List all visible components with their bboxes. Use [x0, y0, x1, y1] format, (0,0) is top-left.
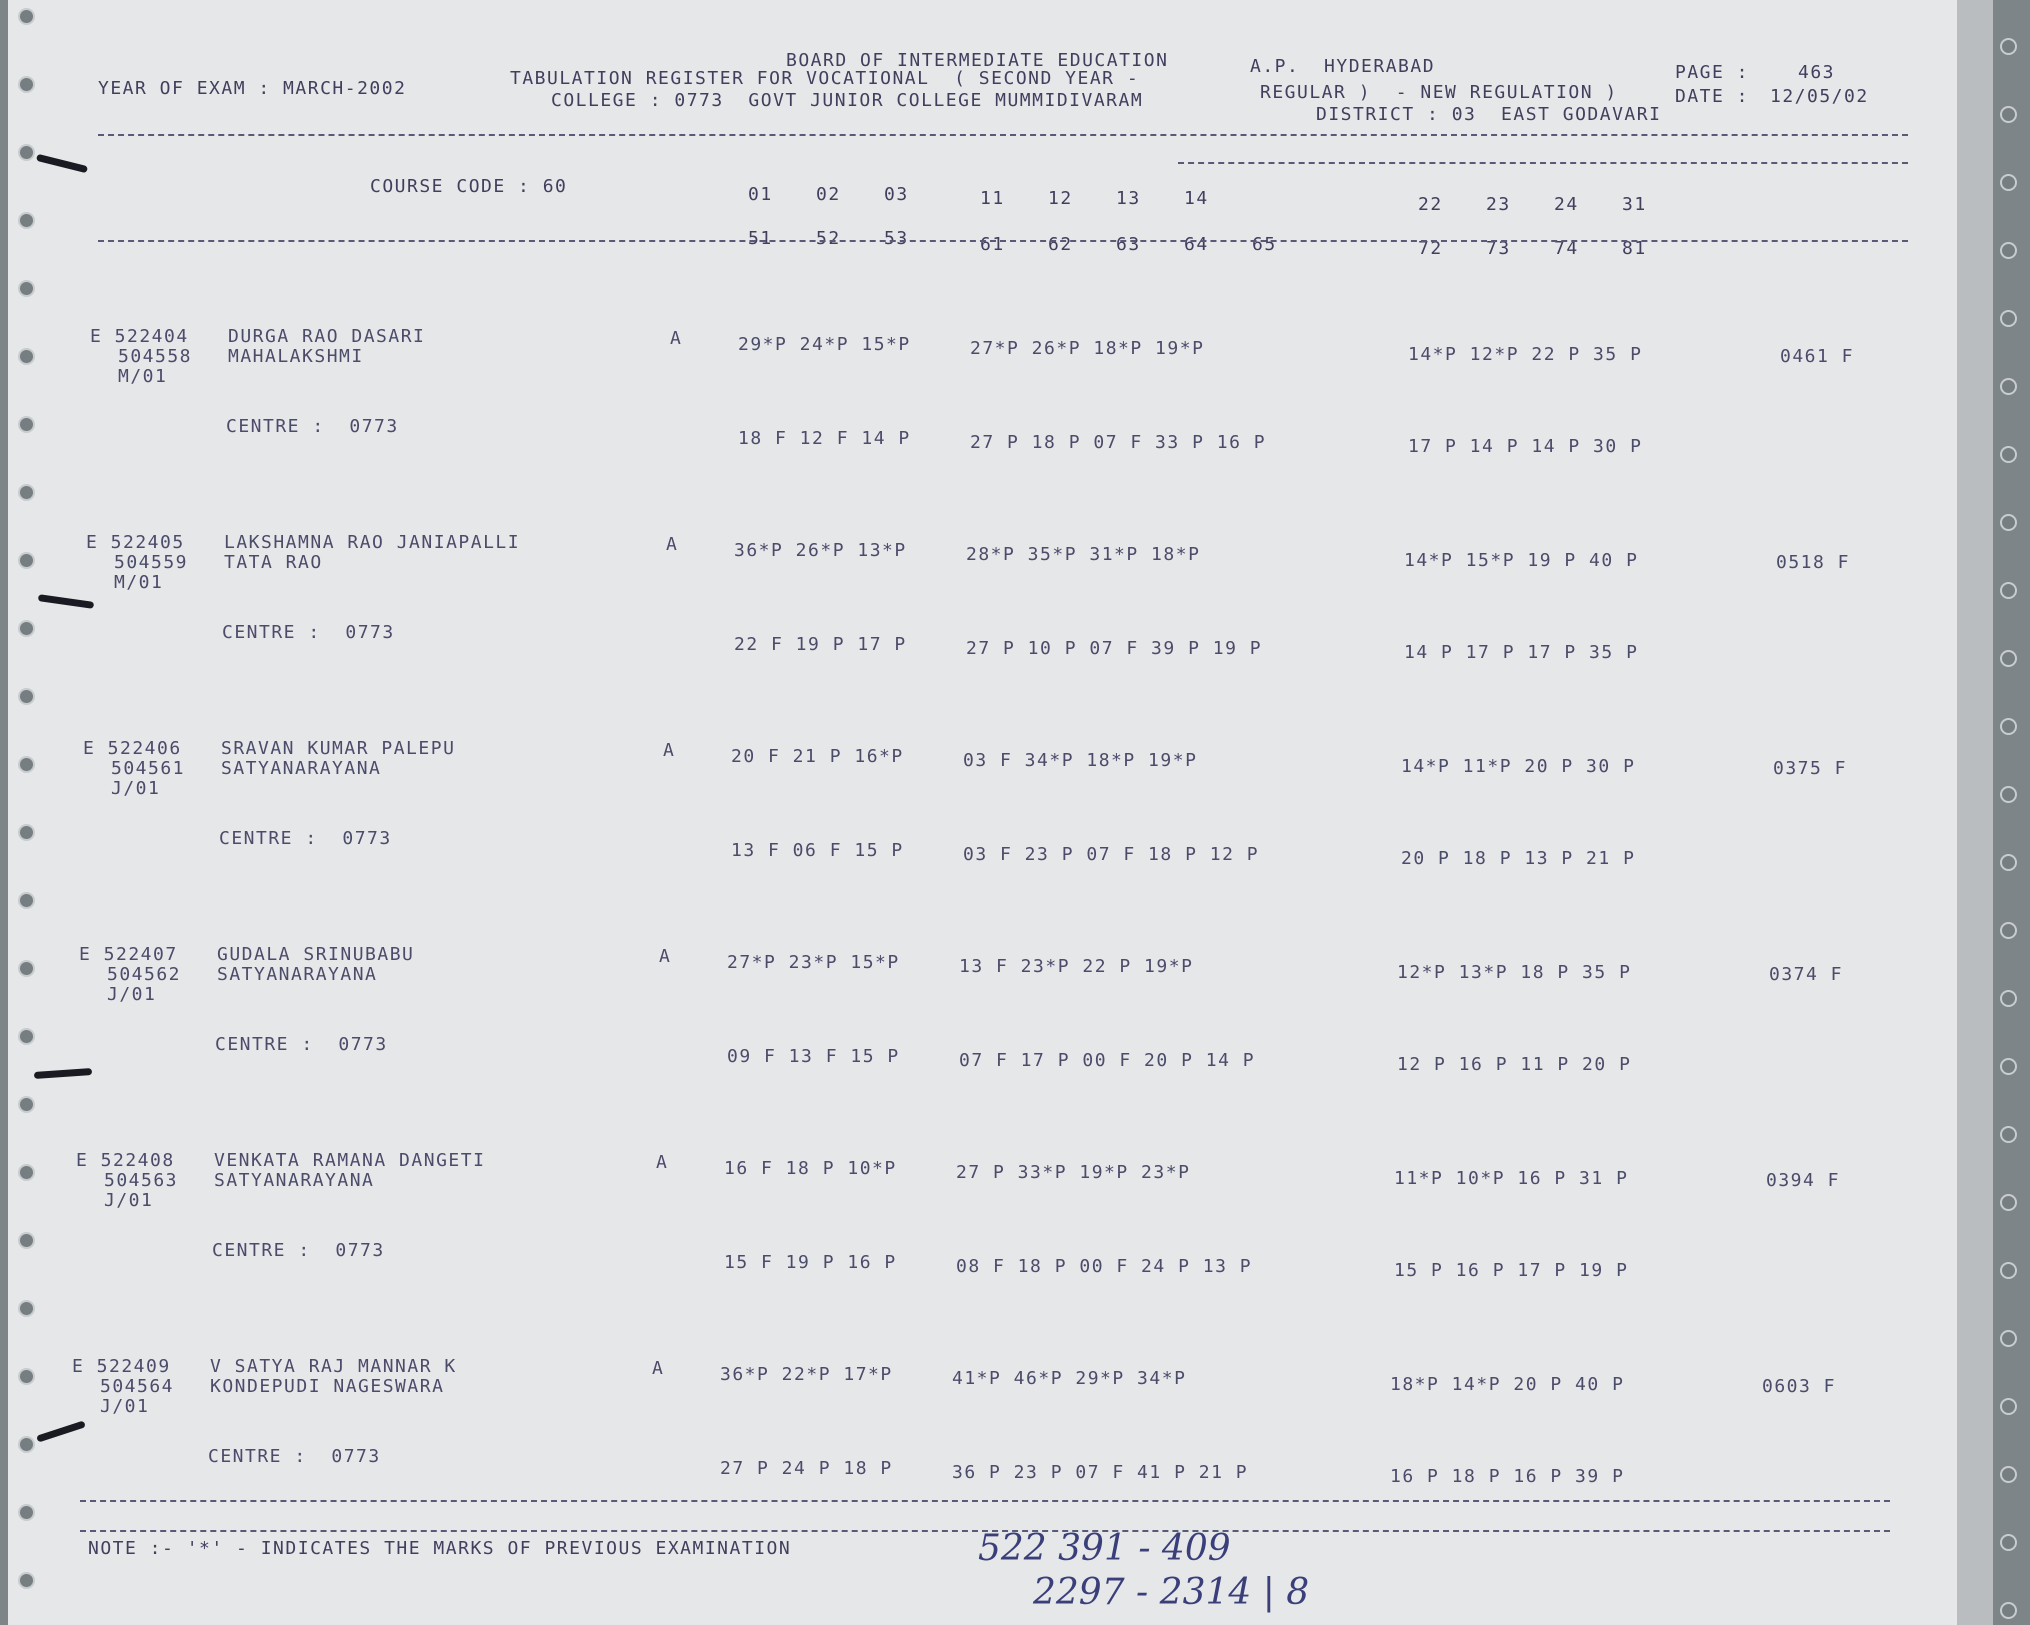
marks-row1-group1: 36*P 26*P 13*P	[734, 540, 907, 561]
feed-hole	[18, 960, 35, 977]
column-code: 01	[748, 184, 773, 205]
feed-hole	[2000, 514, 2017, 531]
column-code: 13	[1116, 188, 1141, 209]
feed-hole	[18, 892, 35, 909]
feed-hole	[2000, 378, 2017, 395]
feed-hole	[2000, 1466, 2017, 1483]
centre: CENTRE : 0773	[222, 622, 395, 643]
column-code: 63	[1116, 234, 1141, 255]
date-label: DATE :	[1675, 86, 1750, 107]
marks-row2-group2: 03 F 23 P 07 F 18 P 12 P	[963, 844, 1260, 865]
marks-row1-group2: 28*P 35*P 31*P 18*P	[966, 544, 1201, 565]
column-code: 62	[1048, 234, 1073, 255]
marks-row2-group1: 13 F 06 F 15 P	[731, 840, 904, 861]
feed-hole	[18, 8, 35, 25]
feed-hole	[18, 1232, 35, 1249]
feed-hole	[18, 1368, 35, 1385]
column-code: 74	[1554, 238, 1579, 259]
column-code: 02	[816, 184, 841, 205]
marks-row2-group1: 22 F 19 P 17 P	[734, 634, 907, 655]
page-number: 463	[1798, 62, 1836, 83]
feed-hole	[2000, 650, 2017, 667]
feed-hole	[2000, 310, 2017, 327]
footnote: NOTE :- '*' - INDICATES THE MARKS OF PREVIOUS EXAMINATION	[88, 1538, 792, 1559]
feed-hole	[18, 824, 35, 841]
feed-hole	[18, 620, 35, 637]
marks-row2-group1: 09 F 13 F 15 P	[727, 1046, 900, 1067]
feed-hole	[2000, 1262, 2017, 1279]
class-code: J/01	[107, 984, 157, 1005]
total-result: 0518 F	[1776, 552, 1851, 573]
district-line: DISTRICT : 03 EAST GODAVARI	[1316, 104, 1662, 125]
student-name: SRAVAN KUMAR PALEPU	[221, 738, 456, 759]
handwritten-range-2: 2297 - 2314 | 8	[1033, 1572, 1310, 1613]
roll-number: 504558	[118, 346, 193, 367]
feed-hole	[2000, 582, 2017, 599]
class-code: J/01	[104, 1190, 154, 1211]
marks-row1-group3: 14*P 11*P 20 P 30 P	[1401, 756, 1636, 777]
marks-row2-group2: 08 F 18 P 00 F 24 P 13 P	[956, 1256, 1253, 1277]
feed-hole	[18, 1504, 35, 1521]
marks-row2-group3: 15 P 16 P 17 P 19 P	[1394, 1260, 1629, 1281]
feed-hole	[18, 552, 35, 569]
centre: CENTRE : 0773	[208, 1446, 381, 1467]
student-name: LAKSHAMNA RAO JANIAPALLI	[224, 532, 521, 553]
feed-hole	[18, 280, 35, 297]
reg-number: E 522406	[83, 738, 182, 759]
header-rule	[98, 134, 1908, 136]
column-code: 14	[1184, 188, 1209, 209]
feed-hole	[2000, 786, 2017, 803]
column-code: 61	[980, 234, 1005, 255]
board-title: BOARD OF INTERMEDIATE EDUCATION	[786, 50, 1169, 71]
total-result: 0375 F	[1773, 758, 1848, 779]
tractor-feed-margin	[1957, 0, 1993, 1625]
feed-hole	[2000, 718, 2017, 735]
pen-mark	[38, 594, 94, 609]
marks-row1-group1: 20 F 21 P 16*P	[731, 746, 904, 767]
centre: CENTRE : 0773	[219, 828, 392, 849]
parent-name: SATYANARAYANA	[217, 964, 378, 985]
marks-row2-group2: 36 P 23 P 07 F 41 P 21 P	[952, 1462, 1249, 1483]
grade: A	[652, 1358, 665, 1379]
roll-number: 504561	[111, 758, 186, 779]
column-header-rule	[98, 240, 1908, 242]
column-code: 23	[1486, 194, 1511, 215]
pen-mark	[34, 1068, 92, 1079]
marks-row2-group3: 20 P 18 P 13 P 21 P	[1401, 848, 1636, 869]
feed-hole	[18, 756, 35, 773]
feed-hole	[2000, 1330, 2017, 1347]
column-code: 72	[1418, 238, 1443, 259]
college-line: COLLEGE : 0773 GOVT JUNIOR COLLEGE MUMMIDIVARAM	[551, 90, 1144, 111]
feed-hole	[18, 484, 35, 501]
tabulation-sheet	[8, 0, 1993, 1625]
feed-hole	[18, 416, 35, 433]
student-name: DURGA RAO DASARI	[228, 326, 426, 347]
column-code: 03	[884, 184, 909, 205]
reg-number: E 522407	[79, 944, 178, 965]
marks-row1-group1: 29*P 24*P 15*P	[738, 334, 911, 355]
marks-row2-group2: 07 F 17 P 00 F 20 P 14 P	[959, 1050, 1256, 1071]
class-code: M/01	[114, 572, 164, 593]
feed-hole	[2000, 1194, 2017, 1211]
centre: CENTRE : 0773	[215, 1034, 388, 1055]
centre: CENTRE : 0773	[212, 1240, 385, 1261]
marks-row2-group3: 12 P 16 P 11 P 20 P	[1397, 1054, 1632, 1075]
pen-mark	[36, 154, 88, 173]
reg-number: E 522409	[72, 1356, 171, 1377]
feed-hole	[18, 1028, 35, 1045]
feed-hole	[18, 212, 35, 229]
feed-hole	[2000, 446, 2017, 463]
feed-hole	[2000, 106, 2017, 123]
marks-row2-group3: 17 P 14 P 14 P 30 P	[1408, 436, 1643, 457]
feed-hole	[18, 1096, 35, 1113]
total-result: 0603 F	[1762, 1376, 1837, 1397]
marks-row1-group3: 14*P 15*P 19 P 40 P	[1404, 550, 1639, 571]
register-title: TABULATION REGISTER FOR VOCATIONAL ( SECOND YEAR -	[510, 68, 1140, 89]
column-code: 24	[1554, 194, 1579, 215]
parent-name: MAHALAKSHMI	[228, 346, 364, 367]
feed-hole	[18, 1164, 35, 1181]
column-code: 81	[1622, 238, 1647, 259]
roll-number: 504562	[107, 964, 182, 985]
marks-row2-group1: 15 F 19 P 16 P	[724, 1252, 897, 1273]
feed-hole	[2000, 1398, 2017, 1415]
marks-row1-group3: 14*P 12*P 22 P 35 P	[1408, 344, 1643, 365]
student-name: VENKATA RAMANA DANGETI	[214, 1150, 486, 1171]
feed-hole	[2000, 38, 2017, 55]
reg-number: E 522405	[86, 532, 185, 553]
marks-row1-group2: 41*P 46*P 29*P 34*P	[952, 1368, 1187, 1389]
feed-hole	[2000, 922, 2017, 939]
parent-name: SATYANARAYANA	[214, 1170, 375, 1191]
class-code: J/01	[111, 778, 161, 799]
grade: A	[656, 1152, 669, 1173]
column-code: 52	[816, 228, 841, 249]
marks-row1-group2: 03 F 34*P 18*P 19*P	[963, 750, 1198, 771]
grade: A	[666, 534, 679, 555]
centre: CENTRE : 0773	[226, 416, 399, 437]
feed-hole	[2000, 1126, 2017, 1143]
roll-number: 504563	[104, 1170, 179, 1191]
feed-hole	[18, 1300, 35, 1317]
grade: A	[659, 946, 672, 967]
column-code: 11	[980, 188, 1005, 209]
feed-hole	[2000, 174, 2017, 191]
feed-hole	[18, 76, 35, 93]
marks-row2-group1: 27 P 24 P 18 P	[720, 1458, 893, 1479]
feed-hole	[2000, 990, 2017, 1007]
column-code: 65	[1252, 234, 1277, 255]
marks-row1-group2: 27*P 26*P 18*P 19*P	[970, 338, 1205, 359]
class-code: M/01	[118, 366, 168, 387]
marks-row2-group3: 14 P 17 P 17 P 35 P	[1404, 642, 1639, 663]
feed-hole	[2000, 1058, 2017, 1075]
feed-hole	[2000, 1534, 2017, 1551]
marks-row2-group3: 16 P 18 P 16 P 39 P	[1390, 1466, 1625, 1487]
student-name: GUDALA SRINUBABU	[217, 944, 415, 965]
feed-hole	[18, 1572, 35, 1589]
total-result: 0461 F	[1780, 346, 1855, 367]
marks-row2-group2: 27 P 10 P 07 F 39 P 19 P	[966, 638, 1263, 659]
roll-number: 504564	[100, 1376, 175, 1397]
reg-number: E 522408	[76, 1150, 175, 1171]
marks-row1-group1: 36*P 22*P 17*P	[720, 1364, 893, 1385]
footer-rule	[80, 1500, 1890, 1502]
roll-number: 504559	[114, 552, 189, 573]
marks-row1-group1: 16 F 18 P 10*P	[724, 1158, 897, 1179]
feed-hole	[18, 144, 35, 161]
feed-hole	[2000, 242, 2017, 259]
class-code: J/01	[100, 1396, 150, 1417]
feed-hole	[18, 348, 35, 365]
marks-row2-group2: 27 P 18 P 07 F 33 P 16 P	[970, 432, 1267, 453]
parent-name: TATA RAO	[224, 552, 323, 573]
date-value: 12/05/02	[1770, 86, 1869, 107]
total-result: 0374 F	[1769, 964, 1844, 985]
marks-row1-group3: 12*P 13*P 18 P 35 P	[1397, 962, 1632, 983]
feed-hole	[18, 688, 35, 705]
column-code: 22	[1418, 194, 1443, 215]
marks-row1-group2: 13 F 23*P 22 P 19*P	[959, 956, 1194, 977]
grade: A	[663, 740, 676, 761]
year-of-exam: YEAR OF EXAM : MARCH-2002	[98, 78, 407, 99]
marks-row2-group1: 18 F 12 F 14 P	[738, 428, 911, 449]
column-code: 31	[1622, 194, 1647, 215]
regulation-line: REGULAR ) - NEW REGULATION )	[1260, 82, 1618, 103]
grade: A	[670, 328, 683, 349]
column-code: 51	[748, 228, 773, 249]
column-code: 12	[1048, 188, 1073, 209]
marks-row1-group3: 11*P 10*P 16 P 31 P	[1394, 1168, 1629, 1189]
column-code: 53	[884, 228, 909, 249]
parent-name: KONDEPUDI NAGESWARA	[210, 1376, 445, 1397]
feed-hole	[2000, 854, 2017, 871]
feed-hole	[2000, 1602, 2017, 1619]
marks-row1-group3: 18*P 14*P 20 P 40 P	[1390, 1374, 1625, 1395]
student-name: V SATYA RAJ MANNAR K	[210, 1356, 457, 1377]
ap-location: A.P. HYDERABAD	[1250, 56, 1436, 77]
feed-hole	[18, 1436, 35, 1453]
page-label: PAGE :	[1675, 62, 1750, 83]
course-code: COURSE CODE : 60	[370, 176, 568, 197]
pen-mark	[36, 1420, 86, 1442]
column-code: 64	[1184, 234, 1209, 255]
marks-row1-group1: 27*P 23*P 15*P	[727, 952, 900, 973]
reg-number: E 522404	[90, 326, 189, 347]
header-rule-short	[1178, 162, 1908, 164]
parent-name: SATYANARAYANA	[221, 758, 382, 779]
total-result: 0394 F	[1766, 1170, 1841, 1191]
marks-row1-group2: 27 P 33*P 19*P 23*P	[956, 1162, 1191, 1183]
column-code: 73	[1486, 238, 1511, 259]
handwritten-range-1: 522 391 - 409	[978, 1528, 1231, 1569]
